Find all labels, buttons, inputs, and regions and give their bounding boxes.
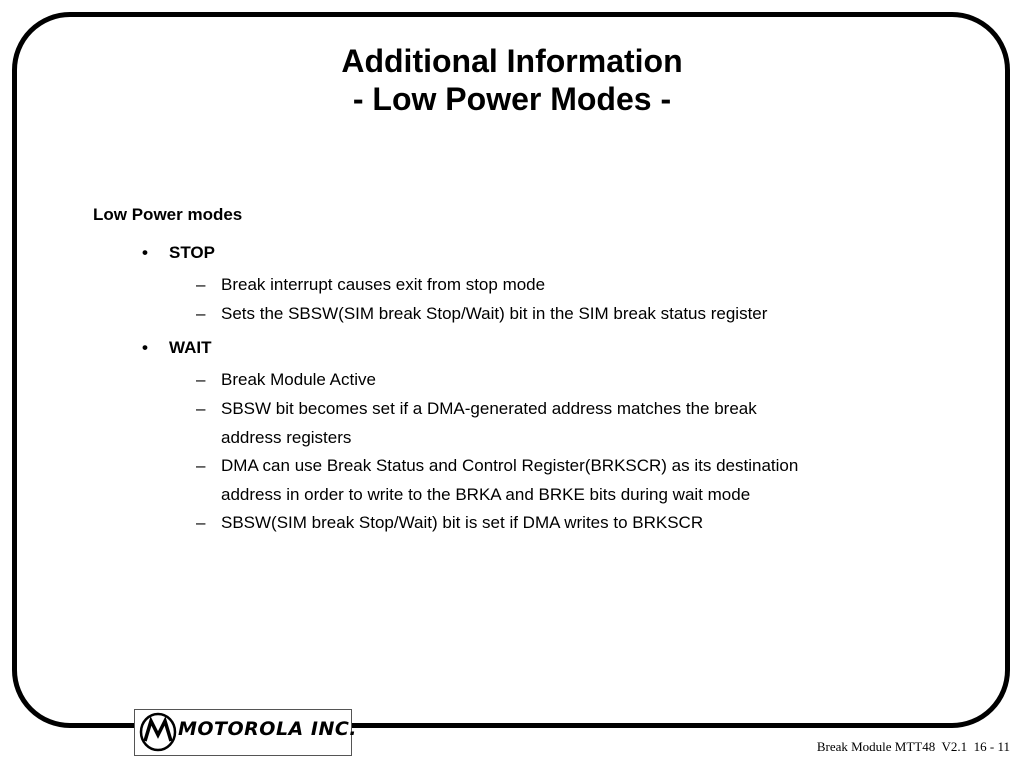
bullet-wait-label: WAIT xyxy=(169,338,212,357)
bullet-stop-label: STOP xyxy=(169,243,215,262)
slide-title xyxy=(0,42,1024,118)
title-line-2: - Low Power Modes - xyxy=(352,81,672,117)
stop-item-2: – Sets the SBSW(SIM break Stop/Wait) bit in the SIM break status register xyxy=(196,304,768,323)
bullet-dot: • xyxy=(142,338,148,357)
section-heading: Low Power modes xyxy=(93,205,243,224)
wait-item-4: – SBSW(SIM break Stop/Wait) bit is set if DMA writes to BRKSCR xyxy=(196,513,704,532)
bullet-stop xyxy=(142,243,215,263)
motorola-batwing-icon xyxy=(138,712,178,752)
footer-text: Break Module MTT48 V2.1 16 - 11 xyxy=(816,739,1010,754)
stop-item-1: – Break interrupt causes exit from stop mode xyxy=(196,275,546,294)
bullet-dot: • xyxy=(142,243,148,262)
title-line-1: Additional Information xyxy=(341,43,683,79)
wait-item-2: – SBSW bit becomes set if a DMA-generated address matches the break address registers xyxy=(196,399,757,447)
wait-item-1: – Break Module Active xyxy=(196,370,376,389)
slide-frame xyxy=(12,12,1010,728)
bullet-wait xyxy=(142,338,212,358)
wait-item-3: – DMA can use Break Status and Control Register(BRKSCR) as its destination address in order to write to the BRKA and BRKE bits during wait mode xyxy=(196,456,799,504)
motorola-logo-text: MOTOROLA INC. xyxy=(178,718,358,740)
